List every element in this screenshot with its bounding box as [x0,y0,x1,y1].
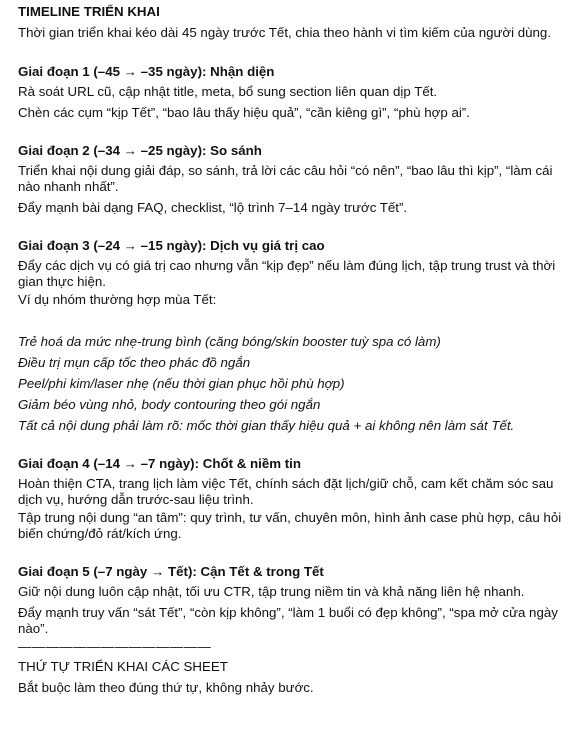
doc-title: TIMELINE TRIỂN KHAI [18,4,160,19]
phase-3-example-item: Điều trị mụn cấp tốc theo phác đồ ngắn [18,355,251,370]
phase-3-example-item: Trẻ hoá da mức nhẹ-trung bình (căng bóng/skin booster tuỳ spa có làm) [18,334,441,349]
sheets-heading: THỨ TỰ TRIỂN KHAI CÁC SHEET [18,659,228,674]
phase-5-section [18,564,567,637]
intro-text: Thời gian triển khai kéo dài 45 ngày trước Tết, chia theo hành vi tìm kiếm của người dùng. [18,25,552,40]
sheets-line-1: Bắt buộc làm theo đúng thứ tự, không nhảy bước. [18,680,314,695]
phase-2-section [18,143,567,216]
phase-3-line-2: Ví dụ nhóm thường hợp mùa Tết: [18,292,217,307]
phase-1-heading: Giai đoạn 1 (–45 → –35 ngày): Nhận diện [18,64,275,79]
divider-line: —————————————— [18,639,212,654]
phase-1-line-1: Rà soát URL cũ, cập nhật title, meta, bổ sung section liên quan dịp Tết. [18,84,438,99]
phase-5-line-1: Giữ nội dung luôn cập nhật, tối ưu CTR, tập trung niềm tin và khả năng liên hệ nhanh. [18,584,525,599]
phase-4-line-1: Hoàn thiện CTA, trang lịch làm việc Tết, chính sách đặt lịch/giữ chỗ, cam kết chăm sóc sau dịch vụ, hướng dẫn trước-sau liệu trình. [18,476,554,507]
phase-4-heading: Giai đoạn 4 (–14 → –7 ngày): Chốt & niềm tin [18,456,301,471]
phase-3-example-note: Tất cả nội dung phải làm rõ: mốc thời gian thấy hiệu quả + ai không nên làm sát Tết. [18,418,515,433]
phase-5-heading: Giai đoạn 5 (–7 ngày → Tết): Cận Tết & trong Tết [18,564,324,579]
phase-4-section [18,456,567,542]
phase-2-line-2: Đẩy mạnh bài dạng FAQ, checklist, “lộ trình 7–14 ngày trước Tết”. [18,200,408,215]
phase-3-line-1: Đẩy các dịch vụ có giá trị cao nhưng vẫn “kịp đẹp” nếu làm đúng lịch, tập trung trust và thời gian thực hiện. [18,258,556,289]
spacer [18,313,567,334]
phase-3-example-item: Giảm béo vùng nhỏ, body contouring theo gói ngắn [18,397,321,412]
phase-2-heading: Giai đoạn 2 (–34 → –25 ngày): So sánh [18,143,262,158]
phase-4-line-2: Tập trung nội dung “an tâm”: quy trình, tư vấn, chuyên môn, hình ảnh case phù hợp, câu hỏi biến chứng/đỏ rát/kích ứng. [18,510,562,541]
phase-3-section [18,238,567,434]
phase-1-line-2: Chèn các cụm “kịp Tết”, “bao lâu thấy hiệu quả”, “cần kiêng gì”, “phù hợp ai”. [18,105,470,120]
phase-3-example-item: Peel/phi kim/laser nhẹ (nếu thời gian phục hồi phù hợp) [18,376,345,391]
phase-3-heading: Giai đoạn 3 (–24 → –15 ngày): Dịch vụ giá trị cao [18,238,325,253]
phase-5-line-2: Đẩy mạnh truy vấn “sát Tết”, “còn kịp không”, “làm 1 buổi có đẹp không”, “spa mở cửa ngày nào”. [18,605,558,636]
phase-1-section [18,64,567,121]
phase-2-line-1: Triển khai nội dung giải đáp, so sánh, trả lời các câu hỏi “có nên”, “bao lâu thì kịp”, “làm cái nào nhanh nhất”. [18,163,553,194]
